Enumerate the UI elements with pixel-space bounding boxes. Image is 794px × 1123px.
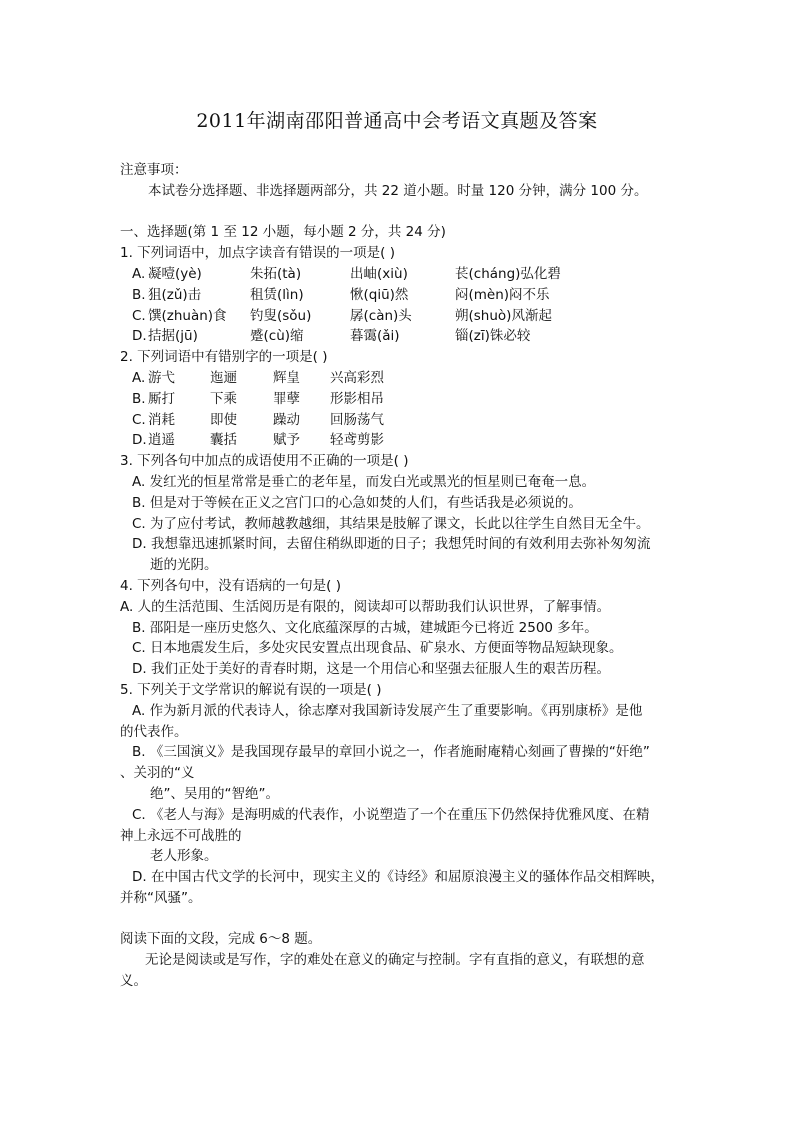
text-line: 义。 (120, 973, 147, 990)
text-line: C. 《老人与海》是海明威的代表作，小说塑造了一个在重压下仍然保持优雅风度、在精 (132, 806, 650, 823)
text-line: 一、选择题(第 1 至 12 小题，每小题 2 分，共 24 分) (120, 224, 446, 241)
option-row (120, 264, 690, 285)
option-choice: 租赁(lìn) (250, 286, 304, 303)
option-choice: 逍遥 (148, 432, 175, 449)
option-row (120, 326, 690, 347)
text-line: D. 我们正处于美好的青春时期，这是一个用信心和坚强去征服人生的艰苦历程。 (132, 661, 610, 678)
option-choice: 暮霭(ǎi) (350, 328, 400, 345)
option-choice: 蹙(cù)缩 (250, 328, 304, 345)
option-choice: 苌(cháng)弘化碧 (455, 265, 561, 282)
option-row (120, 410, 690, 431)
option-choice: 愀(qiū)然 (350, 286, 409, 303)
text-line: 并称“风骚”。 (120, 889, 202, 906)
text-line: B. 邵阳是一座历史悠久、文化底蕴深厚的古城，建城距今已将近 2500 多年。 (132, 619, 598, 636)
text-line: 2. 下列词语中有错别字的一项是( ) (120, 349, 328, 366)
document-title: 2011年湖南邵阳普通高中会考语文真题及答案 (196, 110, 598, 132)
text-line: D. 在中国古代文学的长河中，现实主义的《诗经》和屈原浪漫主义的骚体作品交相辉映， (132, 869, 664, 886)
option-choice: 锱(zī)铢必较 (455, 328, 531, 345)
text-line: A. 发红光的恒星常常是垂亡的老年星，而发白光或黑光的恒星则已奄奄一息。 (132, 473, 596, 490)
option-choice: 迤逦 (210, 369, 237, 386)
option-choice: 回肠荡气 (330, 411, 384, 428)
blank-line (120, 202, 690, 223)
option-choice: 凝噎(yè) (148, 265, 202, 282)
text-line: 注意事项： (120, 162, 188, 178)
option-label: C. (132, 411, 146, 428)
option-row (120, 430, 690, 451)
text-line: 4. 下列各句中，没有语病的一句是( ) (120, 577, 341, 594)
option-choice: 囊括 (210, 432, 237, 449)
option-choice: 形影相吊 (330, 390, 384, 407)
text-line: 逝的光阴。 (150, 557, 218, 574)
option-row (120, 306, 690, 327)
option-choice: 拮据(jū) (148, 328, 198, 345)
option-label: A. (132, 265, 146, 282)
option-label: C. (132, 307, 146, 324)
text-line: 无论是阅读或是写作，字的难处在意义的确定与控制。字有直指的意义，有联想的意 (145, 952, 645, 969)
option-label: D. (132, 432, 147, 449)
option-choice: 罪孽 (273, 390, 300, 407)
option-choice: 厮打 (148, 390, 175, 407)
option-choice: 躁动 (273, 411, 300, 428)
option-label: A. (132, 369, 146, 386)
text-line: A. 人的生活范围、生活阅历是有限的，阅读却可以帮助我们认识世界，了解事情。 (120, 598, 611, 615)
option-label: D. (132, 328, 147, 345)
option-choice: 轻鸢剪影 (330, 432, 384, 449)
option-choice: 出岫(xiù) (350, 265, 408, 282)
text-line: 老人形象。 (150, 848, 218, 865)
text-line: 的代表作。 (120, 723, 188, 740)
option-choice: 赋予 (273, 432, 300, 449)
text-line: B. 《三国演义》是我国现存最早的章回小说之一，作者施耐庵精心刻画了曹操的“奸绝” (132, 744, 650, 761)
text-line: 阅读下面的文段，完成 6～8 题。 (120, 931, 322, 948)
text-line: 1. 下列词语中，加点字读音有错误的一项是( ) (120, 245, 395, 262)
option-choice: 下乘 (210, 390, 237, 407)
option-choice: 兴高彩烈 (330, 369, 384, 386)
option-choice: 钓叟(sǒu) (250, 307, 312, 324)
option-choice: 狙(zǔ)击 (148, 286, 202, 303)
option-choice: 馔(zhuàn)食 (148, 307, 227, 324)
text-line: 本试卷分选择题、非选择题两部分，共 22 道小题。时量 120 分钟，满分 100 分。 (148, 182, 648, 199)
option-choice: 闷(mèn)闷不乐 (455, 286, 550, 303)
text-line: 3. 下列各句中加点的成语使用不正确的一项是( ) (120, 453, 409, 470)
text-line: C. 为了应付考试，教师越教越细，其结果是肢解了课文，长此以往学生自然目无全牛。 (132, 515, 650, 532)
text-line: 绝”、吴用的“智绝”。 (150, 785, 279, 802)
option-choice: 消耗 (148, 411, 175, 428)
document-body (120, 160, 690, 992)
option-choice: 游弋 (148, 369, 175, 386)
text-line: D. 我想靠迅速抓紧时间，去留住稍纵即逝的日子；我想凭时间的有效利用去弥补匆匆流 (132, 536, 651, 553)
option-choice: 即使 (210, 411, 237, 428)
option-choice: 孱(càn)头 (350, 307, 412, 324)
text-line: 5. 下列关于文学常识的解说有误的一项是( ) (120, 681, 382, 698)
text-line: C. 日本地震发生后，多处灾民安置点出现食品、矿泉水、方便面等物品短缺现象。 (132, 640, 623, 657)
option-row (120, 285, 690, 306)
option-row (120, 368, 690, 389)
option-label: B. (132, 390, 146, 407)
text-line: 神上永远不可战胜的 (120, 827, 242, 844)
option-choice: 辉皇 (273, 369, 300, 386)
text-line: A. 作为新月派的代表诗人，徐志摩对我国新诗发展产生了重要影响。《再别康桥》是他 (132, 702, 643, 719)
option-choice: 朱拓(tà) (250, 265, 302, 282)
option-choice: 朔(shuò)风渐起 (455, 307, 552, 324)
text-line: 、关羽的“义 (120, 765, 195, 782)
option-label: B. (132, 286, 146, 303)
text-line: B. 但是对于等候在正义之宫门口的心急如焚的人们，有些话我是必须说的。 (132, 494, 582, 511)
blank-line (120, 909, 690, 930)
option-row (120, 389, 690, 410)
